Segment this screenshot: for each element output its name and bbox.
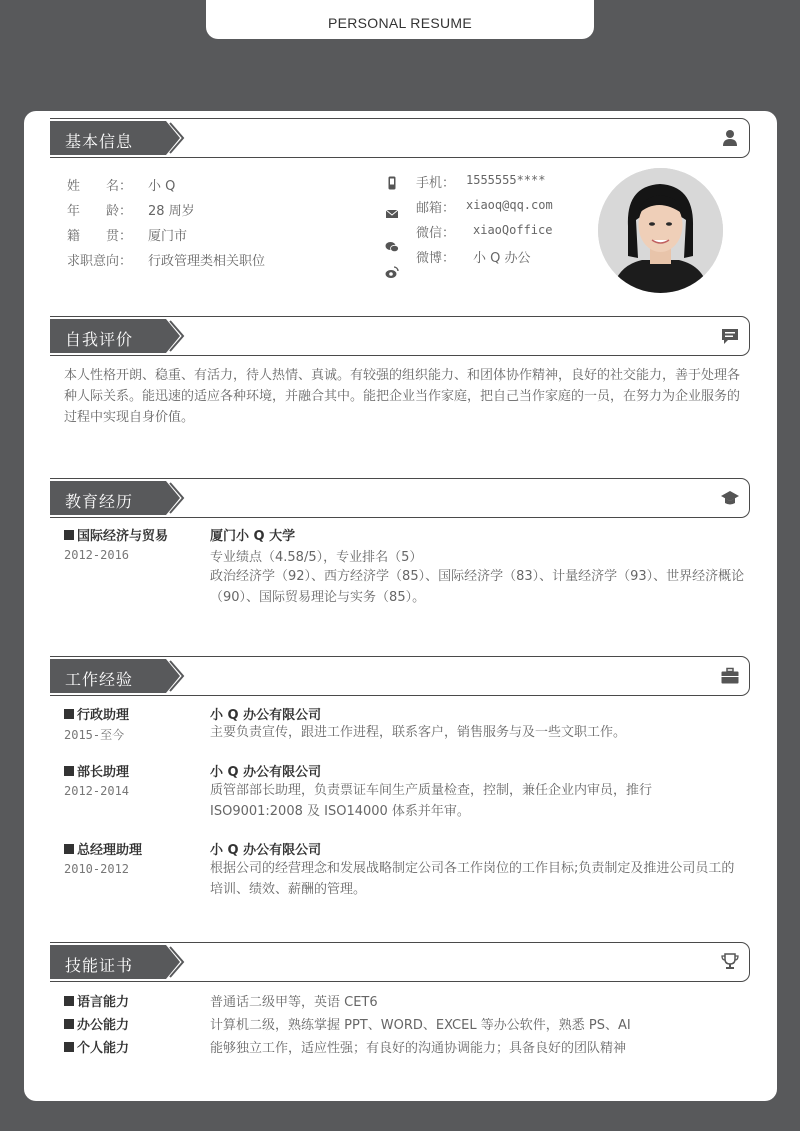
education-gpa: 专业绩点（4.58/5），专业排名（5） xyxy=(210,550,423,565)
bullet-square xyxy=(64,709,74,719)
comment-icon xyxy=(720,326,740,346)
education-courses: 政治经济学（92）、西方经济学（85）、国际经济学（83）、计量经济学（93）、世界经济概论（90）、国际贸易理论与实务（85）。 xyxy=(210,569,745,605)
resume-header-title: PERSONAL RESUME xyxy=(206,0,594,39)
briefcase-icon xyxy=(720,666,740,686)
trophy-icon xyxy=(720,952,740,972)
weibo-icon xyxy=(385,265,399,279)
contact-label-weibo: 微博： xyxy=(416,251,456,266)
skill-name-text: 办公能力 xyxy=(77,1018,130,1033)
avatar xyxy=(598,168,723,293)
basic-value-objective: 行政管理类相关职位 xyxy=(148,254,266,269)
education-period: 2012-2016 xyxy=(64,548,130,562)
bullet-square xyxy=(64,1019,74,1029)
section-title: 自我评价 xyxy=(65,330,134,349)
section-header-basic xyxy=(50,118,750,158)
work-period: 2012-2014 xyxy=(64,784,130,798)
bullet-square xyxy=(64,996,74,1006)
education-major-text: 国际经济与贸易 xyxy=(77,529,169,544)
bullet-square xyxy=(64,766,74,776)
work-period: 2015-至今 xyxy=(64,728,125,742)
user-icon xyxy=(720,128,740,148)
basic-label-hometown: 籍 贯： xyxy=(67,229,133,244)
section-header-skills xyxy=(50,942,750,982)
work-company: 小 Q 办公有限公司 xyxy=(210,708,322,723)
contact-value-phone: 1555555**** xyxy=(466,173,546,187)
skill-name xyxy=(64,1014,129,1033)
bullet-square xyxy=(64,530,74,540)
bullet-square xyxy=(64,844,74,854)
skill-name xyxy=(64,1037,129,1056)
skill-description: 普通话二级甲等，英语 CET6 xyxy=(210,995,378,1010)
work-role xyxy=(64,761,129,780)
section-title: 教育经历 xyxy=(65,492,134,511)
skill-description: 能够独立工作，适应性强；有良好的沟通协调能力；具备良好的团队精神 xyxy=(210,1041,627,1056)
contact-value-email: xiaoq@qq.com xyxy=(466,198,553,212)
basic-value-age: 28 周岁 xyxy=(148,204,195,219)
work-description: 根据公司的经营理念和发展战略制定公司各工作岗位的工作目标;负责制定及推进公司员工的培训、绩效、薪酬的管理。 xyxy=(210,861,735,897)
skill-name-text: 语言能力 xyxy=(77,995,130,1010)
work-company: 小 Q 办公有限公司 xyxy=(210,765,322,780)
work-description: 质管部部长助理，负责票证车间生产质量检查，控制，兼任企业内审员，推行 ISO9001:2008 及 ISO14000 体系并年审。 xyxy=(210,783,653,819)
basic-value-hometown: 厦门市 xyxy=(148,229,188,244)
contact-label-phone: 手机： xyxy=(416,176,456,191)
phone-icon xyxy=(385,176,399,190)
work-period: 2010-2012 xyxy=(64,862,130,876)
profile-photo xyxy=(598,168,723,293)
mail-icon xyxy=(385,207,399,221)
work-description: 主要负责宣传，跟进工作进程，联系客户，销售服务与及一些文职工作。 xyxy=(210,725,627,740)
work-role-text: 部长助理 xyxy=(77,765,130,780)
work-role-text: 总经理助理 xyxy=(77,843,143,858)
section-header-work xyxy=(50,656,750,696)
basic-label-age: 年 龄： xyxy=(67,204,133,219)
section-title: 工作经验 xyxy=(65,670,134,689)
work-role-text: 行政助理 xyxy=(77,708,130,723)
basic-label-objective: 求职意向： xyxy=(67,254,133,269)
contact-value-wechat: xiaoQoffice xyxy=(473,223,553,237)
work-role xyxy=(64,704,129,723)
section-title: 技能证书 xyxy=(65,956,134,975)
section-title: 基本信息 xyxy=(65,132,134,151)
section-header-education xyxy=(50,478,750,518)
skill-name xyxy=(64,991,129,1010)
basic-label-name: 姓 名： xyxy=(67,179,133,194)
wechat-icon xyxy=(385,240,399,254)
basic-value-name: 小 Q xyxy=(148,179,176,194)
skill-name-text: 个人能力 xyxy=(77,1041,130,1056)
education-major xyxy=(64,525,168,544)
education-school: 厦门小 Q 大学 xyxy=(210,529,296,544)
self-evaluation-text: 本人性格开朗、稳重、有活力，待人热情、真诚。有较强的组织能力、和团体协作精神，良好的社交能力，善于处理各种人际关系。能迅速的适应各种环境，并融合其中。能把企业当作家庭，把自己当作家庭的一员，在努力为企业服务的过程中实现自身价值。 xyxy=(64,368,741,425)
work-company: 小 Q 办公有限公司 xyxy=(210,843,322,858)
skill-description: 计算机二级，熟练掌握 PPT、WORD、EXCEL 等办公软件，熟悉 PS、AI xyxy=(210,1018,631,1033)
contact-value-weibo: 小 Q 办公 xyxy=(473,251,531,266)
graduation-cap-icon xyxy=(720,488,740,508)
section-header-self xyxy=(50,316,750,356)
contact-label-email: 邮箱： xyxy=(416,201,456,216)
work-role xyxy=(64,839,142,858)
bullet-square xyxy=(64,1042,74,1052)
contact-label-wechat: 微信： xyxy=(416,226,456,241)
